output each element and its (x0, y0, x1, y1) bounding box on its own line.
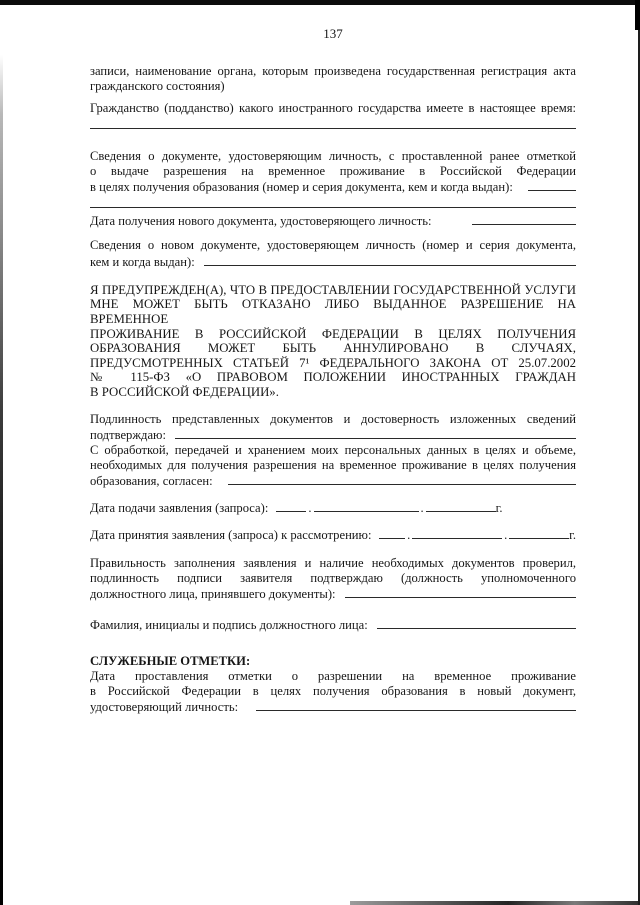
authenticity-line: Подлинность представленных документов и достоверность изложенных сведений (90, 411, 576, 426)
mark-date-line: Дата проставления отметки о разрешении на временное проживание (90, 669, 576, 684)
authenticity-line (90, 427, 576, 443)
date-separator: . (504, 527, 508, 542)
official-name-row (90, 617, 576, 633)
identity-doc-with-mark-line: о выдаче разрешения на временное проживание в Российской Федерации (90, 163, 576, 178)
acceptance-date-row (90, 527, 576, 543)
blank-field (345, 586, 576, 598)
consent-label: образования, согласен: (90, 474, 213, 489)
blank-field (228, 473, 576, 485)
legal-warning-line: № 115-ФЗ «О ПРАВОВОМ ПОЛОЖЕНИИ ИНОСТРАННЫХ ГРАЖДАН (90, 370, 576, 385)
legal-warning-line: МНЕ МОЖЕТ БЫТЬ ОТКАЗАНО ЛИБО ВЫДАННОЕ РАЗРЕШЕНИЕ НА ВРЕМЕННОЕ (90, 297, 576, 327)
blank-field (528, 179, 576, 191)
verification-line: Правильность заполнения заявления и наличие необходимых документов проверил, (90, 556, 576, 570)
blank-field (379, 527, 405, 539)
page-number: 137 (323, 26, 343, 41)
continuation-note-line: записи, наименование органа, которым произведена государственная регистрация акта (90, 64, 576, 78)
page-content (90, 26, 576, 716)
mark-date-label: удостоверяющий личность: (90, 700, 239, 715)
blank-field (509, 527, 569, 539)
blank-field (204, 254, 576, 266)
blank-field (377, 617, 576, 629)
new-doc-date-row (90, 213, 576, 229)
consent-line (90, 473, 576, 489)
blank-field (472, 213, 577, 225)
new-doc-info-line: Сведения о новом документе, удостоверяющем личность (номер и серия документа, (90, 238, 576, 253)
identity-doc-with-mark-line (90, 179, 576, 195)
scan-edge-left (0, 55, 3, 905)
consent-line: необходимых для получения разрешения на временное проживание в целях получения (90, 458, 576, 473)
new-doc-info-line (90, 254, 576, 270)
scan-smudge-bottom (350, 901, 638, 905)
identity-doc-with-mark-line: Сведения о документе, удостоверяющим личность, с проставленной ранее отметкой (90, 148, 576, 163)
service-marks-title: СЛУЖЕБНЫЕ ОТМЕТКИ: (90, 653, 251, 668)
continuation-note-line: гражданского состояния) (90, 79, 225, 94)
verification-line: подлинность подписи заявителя подтверждаю (должность уполномоченного (90, 571, 576, 586)
identity-doc-with-mark-label: в целях получения образования (номер и серия документа, кем и когда выдан): (90, 180, 513, 195)
acceptance-date-label: Дата принятия заявления (запроса) к рассмотрению: (90, 527, 372, 542)
new-doc-info-label: кем и когда выдан): (90, 254, 195, 269)
consent-line: С обработкой, передачей и хранением моих персональных данных в целях и объеме, (90, 442, 576, 457)
scan-edge-right-corner (635, 0, 640, 30)
mark-date-line (90, 699, 576, 715)
submission-date-label: Дата подачи заявления (запроса): (90, 500, 269, 515)
blank-field (314, 500, 419, 512)
date-separator: . (308, 500, 312, 515)
blank-field (90, 206, 576, 208)
blank-field (256, 699, 576, 711)
legal-warning-line: Я ПРЕДУПРЕЖДЕН(А), ЧТО В ПРЕДОСТАВЛЕНИИ ГОСУДАРСТВЕННОЙ УСЛУГИ (90, 282, 576, 297)
year-suffix: г. (495, 500, 503, 515)
legal-warning-line: ОБРАЗОВАНИЯ МОЖЕТ БЫТЬ АННУЛИРОВАНО В СЛУЧАЯХ, (90, 341, 576, 356)
legal-warning (90, 283, 576, 400)
legal-warning-line: ПРЕДУСМОТРЕННЫХ СТАТЬЕЙ 7¹ ФЕДЕРАЛЬНОГО ЗАКОНА ОТ 25.07.2002 (90, 355, 576, 370)
scan-edge-top (0, 0, 640, 5)
blank-field (90, 127, 576, 129)
citizenship-label: Гражданство (подданство) какого иностранного государства имеете в настоящее время: (90, 101, 576, 116)
date-separator: . (407, 527, 411, 542)
blank-field (276, 500, 306, 512)
legal-warning-line: ПРОЖИВАНИЕ В РОССИЙСКОЙ ФЕДЕРАЦИИ В ЦЕЛЯХ ПОЛУЧЕНИЯ (90, 326, 576, 341)
blank-field (412, 527, 502, 539)
date-separator: . (420, 500, 424, 515)
submission-date-row (90, 500, 576, 516)
blank-field (426, 500, 496, 512)
official-name-label: Фамилия, инициалы и подпись должностного лица: (90, 617, 368, 632)
mark-date-line: в Российской Федерации в целях получения образования в новый документ, (90, 684, 576, 699)
verification-label: должностного лица, принявшего документы): (90, 587, 336, 602)
authenticity-label: подтверждаю: (90, 427, 166, 442)
blank-field (175, 427, 576, 439)
year-suffix: г. (569, 527, 576, 542)
verification-line (90, 586, 576, 602)
legal-warning-line: В РОССИЙСКОЙ ФЕДЕРАЦИИ». (90, 384, 279, 399)
new-doc-date-label: Дата получения нового документа, удостоверяющего личность: (90, 214, 432, 229)
